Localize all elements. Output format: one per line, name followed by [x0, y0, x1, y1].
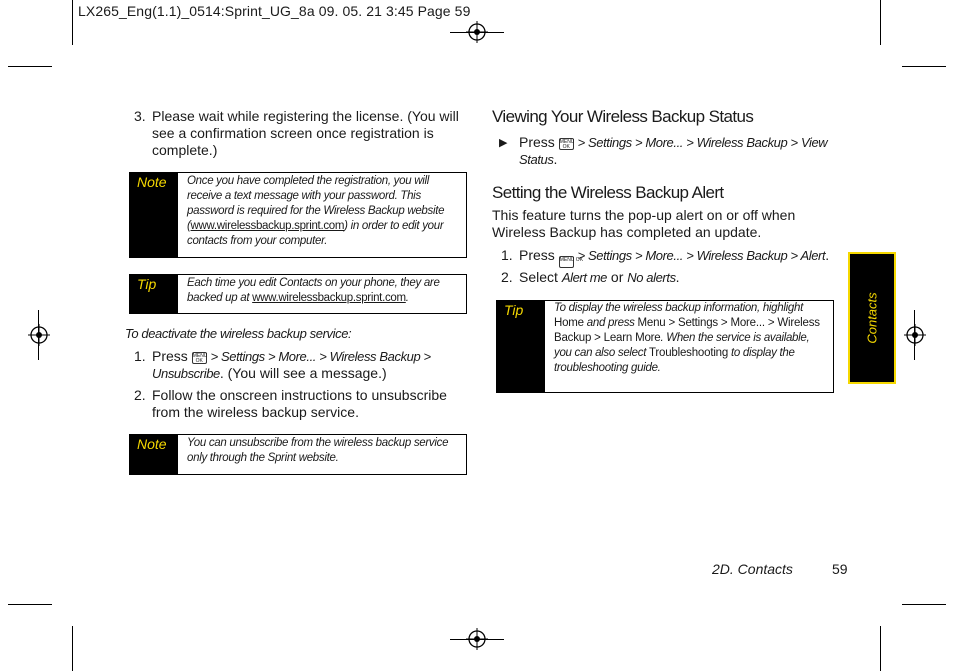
crop-mark [8, 604, 52, 605]
crop-mark [902, 66, 946, 67]
crop-mark [902, 604, 946, 605]
crop-mark [72, 0, 73, 45]
reg-line [450, 32, 504, 33]
alert-intro: This feature turns the pop-up alert on or off when Wireless Backup has completed an update. [492, 207, 796, 240]
reg-line [38, 310, 39, 360]
print-header: LX265_Eng(1.1)_0514:Sprint_UG_8a 09. 05. 21 3:45 Page 59 [78, 3, 471, 19]
crop-mark [8, 66, 52, 67]
registration-mark-icon [28, 324, 50, 346]
reg-line [450, 639, 504, 640]
menu-ok-key-icon: MENU OK [559, 139, 575, 150]
menu-path: > Settings > More... > Wireless Backup > View Status [519, 135, 828, 167]
page-number: 59 [832, 561, 848, 577]
note-text: Once you have completed the registration, you will receive a text message with your password. This password is required for the Wireless Backup website (www.wirelessbackup.sprint.com) in order to edit your contacts from your computer. [187, 175, 445, 247]
tip-box-backup [129, 274, 467, 314]
tip-label-bg: Tip [130, 275, 178, 313]
tip-text: To display the wireless backup information, highlight Home and press Menu > Settings > More... > Wireless Backup > Learn More. When the service is available, you can also select Troubleshooting to display the troubleshooting guide. [554, 302, 820, 374]
bullet-arrow-icon: ▶ [499, 137, 508, 149]
section-tab-contacts: Contacts [848, 252, 896, 384]
website-link[interactable]: www.wirelessbackup.sprint.com [252, 292, 406, 304]
footer-section: 2D. Contacts [712, 561, 793, 577]
menu-path: > Settings > More... > Wireless Backup > Unsubscribe [152, 349, 431, 381]
note-label-bg: Note [130, 173, 178, 257]
tip-box-backup-info [496, 300, 834, 393]
note-label-bg: Note [130, 435, 178, 474]
reg-line [914, 310, 915, 360]
note-box-unsubscribe [129, 434, 467, 475]
registration-mark-icon [904, 324, 926, 346]
tip-text: Each time you edit Contacts on your phone, they are backed up at www.wirelessbackup.sprint.com. [187, 277, 440, 304]
menu-ok-key-icon: MENU OK [192, 353, 208, 364]
crop-mark [880, 626, 881, 671]
home-key-text: Home [554, 317, 584, 329]
heading-backup-alert: Setting the Wireless Backup Alert [492, 183, 724, 202]
option-alert-me: Alert me [561, 270, 608, 285]
option-no-alerts: No alerts [627, 270, 676, 285]
crop-mark [72, 626, 73, 671]
menu-path: > Settings > More... > Wireless Backup > Alert [577, 248, 826, 263]
troubleshooting-text: Troubleshooting [649, 347, 729, 359]
deactivate-heading: To deactivate the wireless backup service: [125, 326, 352, 341]
note-text: You can unsubscribe from the wireless backup service only through the Sprint website. [187, 437, 449, 464]
menu-path: Menu > Settings > More... > Wireless Backup > Learn More [554, 317, 820, 344]
crop-mark [880, 0, 881, 45]
menu-ok-key-icon: MENU OK [559, 256, 574, 268]
tip-label-bg: Tip [497, 301, 545, 392]
heading-viewing-status: Viewing Your Wireless Backup Status [492, 107, 754, 126]
note-box-registration [129, 172, 467, 258]
website-link[interactable]: www.wirelessbackup.sprint.com [190, 220, 345, 232]
